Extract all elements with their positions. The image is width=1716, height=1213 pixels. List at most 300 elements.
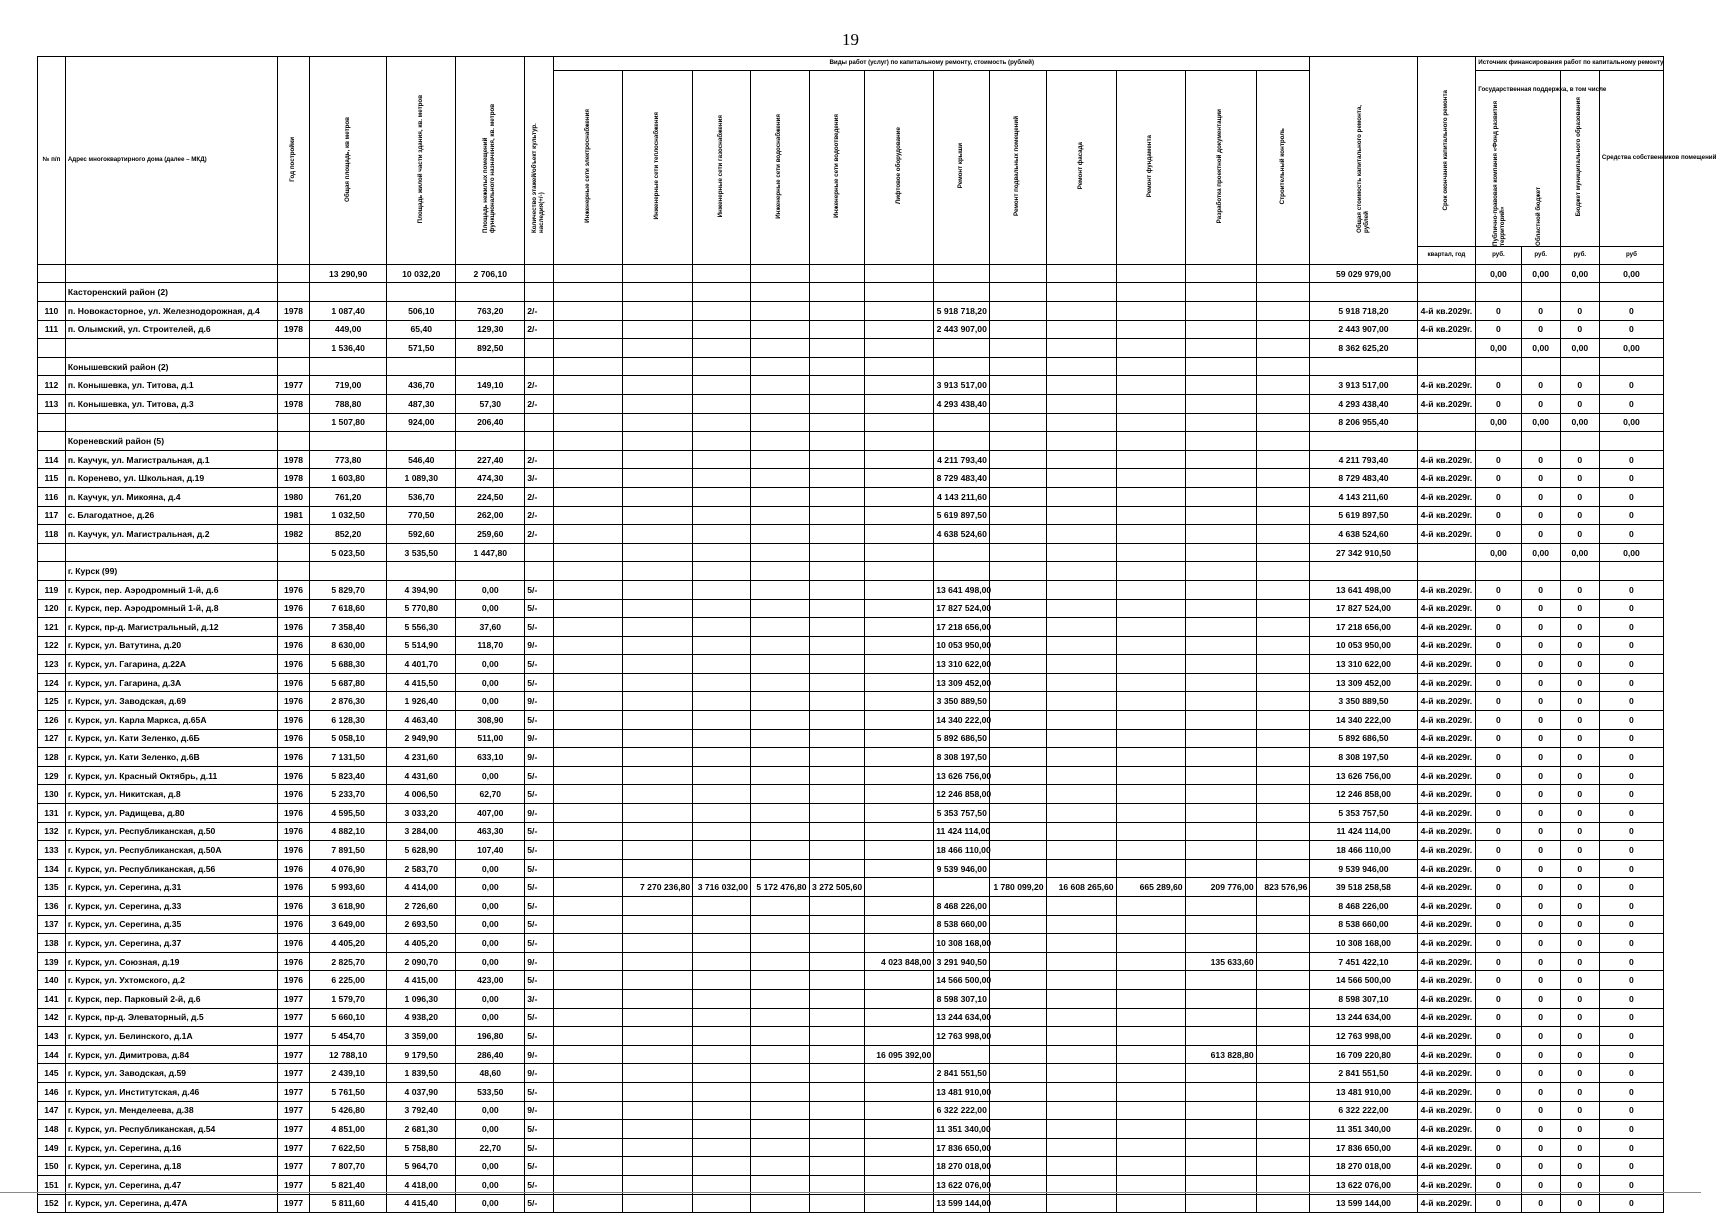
row-source-municipal: 0 (1560, 636, 1599, 655)
row-work-roof: 4 638 524,60 (934, 525, 990, 544)
row-total-cost: 4 638 524,60 (1310, 525, 1417, 544)
subtotal-living-area: 924,00 (387, 413, 456, 432)
row-work-roof: 2 443 907,00 (934, 320, 990, 339)
row-source-fund: 0 (1476, 692, 1521, 711)
row-total-cost: 4 293 438,40 (1310, 394, 1417, 413)
table-row (38, 748, 1664, 767)
row-work-foundation (1116, 1194, 1185, 1213)
row-living-area: 4 401,70 (387, 655, 456, 674)
row-work-design (1185, 487, 1256, 506)
row-nonliving-area: 259,60 (456, 525, 525, 544)
row-address: г. Курск, ул. Гагарина, д.3А (65, 673, 277, 692)
row-work-electricity (554, 711, 623, 730)
row-total-area: 5 660,10 (309, 1008, 386, 1027)
row-source-owners: 0 (1599, 1175, 1663, 1194)
row-work-control (1256, 971, 1310, 990)
row-work-facade (1046, 376, 1116, 395)
row-work-heating (623, 580, 693, 599)
row-year: 1982 (278, 525, 310, 544)
row-work-heating (623, 618, 693, 637)
row-work-lift (865, 711, 934, 730)
row-floors: 9/- (525, 1045, 554, 1064)
header-year: Год постройки (278, 57, 310, 265)
row-number: 117 (38, 506, 66, 525)
row-address: г. Курск, ул. Белинского, д.1А (65, 1027, 277, 1046)
row-source-municipal: 0 (1560, 822, 1599, 841)
row-work-gas (693, 580, 751, 599)
district-header-row (38, 283, 1664, 302)
row-year: 1976 (278, 859, 310, 878)
row-living-area: 546,40 (387, 450, 456, 469)
row-term: 4-й кв.2029г. (1417, 692, 1476, 711)
subtotal-total-cost: 8 206 955,40 (1310, 413, 1417, 432)
header-total-cost: Общая стоимость капитального ремонта, рублей (1310, 57, 1417, 265)
empty-cell (750, 283, 809, 302)
work-cell-foundation (1116, 264, 1185, 283)
row-source-owners: 0 (1599, 1138, 1663, 1157)
empty-cell (1560, 283, 1599, 302)
row-work-foundation: 665 289,60 (1116, 878, 1185, 897)
row-work-roof: 9 539 946,00 (934, 859, 990, 878)
row-address: п. Каучук, ул. Микояна, д.4 (65, 487, 277, 506)
row-living-area: 5 770,80 (387, 599, 456, 618)
row-work-foundation (1116, 673, 1185, 692)
row-total-cost: 8 308 197,50 (1310, 748, 1417, 767)
empty-cell (456, 283, 525, 302)
row-work-gas (693, 1027, 751, 1046)
row-living-area: 3 359,00 (387, 1027, 456, 1046)
row-term: 4-й кв.2029г. (1417, 804, 1476, 823)
row-work-gas (693, 692, 751, 711)
row-source-owners: 0 (1599, 1082, 1663, 1101)
row-nonliving-area: 407,00 (456, 804, 525, 823)
header-work-sewer: Инженерные сети водоотведения (809, 71, 865, 265)
row-term: 4-й кв.2029г. (1417, 487, 1476, 506)
row-source-fund: 0 (1476, 1045, 1521, 1064)
district-header-row (38, 562, 1664, 581)
row-work-water (750, 1045, 809, 1064)
row-floors: 5/- (525, 1027, 554, 1046)
row-source-owners: 0 (1599, 1045, 1663, 1064)
row-work-foundation (1116, 766, 1185, 785)
unit-regional: руб. (1521, 246, 1560, 264)
row-work-water (750, 934, 809, 953)
row-floors: 2/- (525, 506, 554, 525)
row-source-regional: 0 (1521, 1157, 1560, 1176)
row-term: 4-й кв.2029г. (1417, 599, 1476, 618)
work-cell-roof (934, 543, 990, 562)
row-address: п. Новокасторное, ул. Железнодорожная, д.4 (65, 302, 277, 321)
subtotal-regional: 0,00 (1521, 264, 1560, 283)
row-work-roof: 3 291 940,50 (934, 952, 990, 971)
row-year: 1977 (278, 1175, 310, 1194)
row-nonliving-area: 0,00 (456, 766, 525, 785)
row-term: 4-й кв.2029г. (1417, 525, 1476, 544)
row-address: г. Курск, ул. Республиканская, д.50А (65, 841, 277, 860)
table-row (38, 394, 1664, 413)
row-source-owners: 0 (1599, 450, 1663, 469)
row-source-fund: 0 (1476, 711, 1521, 730)
row-work-gas (693, 1157, 751, 1176)
row-work-gas (693, 1064, 751, 1083)
row-term: 4-й кв.2029г. (1417, 1138, 1476, 1157)
row-work-roof: 8 538 660,00 (934, 915, 990, 934)
table-row (38, 766, 1664, 785)
row-work-water (750, 376, 809, 395)
row-work-design (1185, 897, 1256, 916)
row-source-owners: 0 (1599, 692, 1663, 711)
row-source-fund: 0 (1476, 525, 1521, 544)
row-work-foundation (1116, 952, 1185, 971)
row-number: 126 (38, 711, 66, 730)
row-source-regional: 0 (1521, 320, 1560, 339)
subtotal-nonliving-area: 1 447,80 (456, 543, 525, 562)
table-row (38, 822, 1664, 841)
row-total-cost: 3 350 889,50 (1310, 692, 1417, 711)
row-year: 1980 (278, 487, 310, 506)
row-work-roof: 5 918 718,20 (934, 302, 990, 321)
row-work-water (750, 804, 809, 823)
row-floors: 5/- (525, 1157, 554, 1176)
row-work-roof: 13 599 144,00 (934, 1194, 990, 1213)
empty-cell (1116, 432, 1185, 451)
row-living-area: 5 758,80 (387, 1138, 456, 1157)
row-year: 1976 (278, 897, 310, 916)
row-total-cost: 18 270 018,00 (1310, 1157, 1417, 1176)
empty-cell (809, 283, 865, 302)
row-work-lift (865, 487, 934, 506)
row-source-owners: 0 (1599, 897, 1663, 916)
row-work-design: 613 828,80 (1185, 1045, 1256, 1064)
row-work-basement (989, 525, 1046, 544)
row-nonliving-area: 0,00 (456, 934, 525, 953)
empty-cell (623, 562, 693, 581)
header-no: № п/п (38, 57, 66, 265)
row-source-owners: 0 (1599, 1101, 1663, 1120)
row-work-sewer (809, 580, 865, 599)
district-name: Кореневский район (5) (65, 432, 277, 451)
row-work-lift (865, 450, 934, 469)
row-number: 149 (38, 1138, 66, 1157)
row-source-regional: 0 (1521, 618, 1560, 637)
row-source-owners: 0 (1599, 1027, 1663, 1046)
row-work-basement (989, 785, 1046, 804)
row-year: 1976 (278, 636, 310, 655)
subtotal-row (38, 339, 1664, 358)
row-work-control (1256, 952, 1310, 971)
row-work-lift (865, 1120, 934, 1139)
row-source-owners: 0 (1599, 302, 1663, 321)
row-total-area: 6 128,30 (309, 711, 386, 730)
row-work-sewer (809, 376, 865, 395)
row-living-area: 536,70 (387, 487, 456, 506)
row-total-cost: 5 892 686,50 (1310, 729, 1417, 748)
empty-cell (456, 432, 525, 451)
row-address: г. Курск, ул. Заводская, д.59 (65, 1064, 277, 1083)
row-term: 4-й кв.2029г. (1417, 841, 1476, 860)
page-number: 19 (842, 30, 859, 49)
row-work-lift (865, 692, 934, 711)
row-work-foundation (1116, 450, 1185, 469)
row-work-heating (623, 952, 693, 971)
row-source-municipal: 0 (1560, 915, 1599, 934)
row-source-municipal: 0 (1560, 599, 1599, 618)
row-work-water (750, 1064, 809, 1083)
subtotal-municipal: 0,00 (1560, 413, 1599, 432)
row-work-sewer (809, 1157, 865, 1176)
row-year: 1977 (278, 1064, 310, 1083)
row-nonliving-area: 633,10 (456, 748, 525, 767)
row-work-water (750, 915, 809, 934)
row-source-municipal: 0 (1560, 934, 1599, 953)
empty-cell (1116, 562, 1185, 581)
empty-cell (1310, 562, 1417, 581)
row-total-cost: 16 709 220,80 (1310, 1045, 1417, 1064)
row-work-heating (623, 711, 693, 730)
row-work-basement (989, 692, 1046, 711)
row-work-facade (1046, 320, 1116, 339)
header-work-design: Разработка проектной документации (1185, 71, 1256, 265)
row-number: 129 (38, 766, 66, 785)
table-row (38, 506, 1664, 525)
row-work-roof: 5 619 897,50 (934, 506, 990, 525)
row-work-sewer (809, 618, 865, 637)
row-source-regional: 0 (1521, 748, 1560, 767)
district-header-row (38, 357, 1664, 376)
row-work-foundation (1116, 394, 1185, 413)
row-work-control (1256, 580, 1310, 599)
row-work-heating (623, 785, 693, 804)
row-work-electricity (554, 487, 623, 506)
row-total-cost: 12 246 858,00 (1310, 785, 1417, 804)
row-year: 1978 (278, 320, 310, 339)
empty-cell (865, 283, 934, 302)
row-term: 4-й кв.2029г. (1417, 1008, 1476, 1027)
row-work-basement (989, 487, 1046, 506)
row-work-facade (1046, 729, 1116, 748)
subtotal-owners: 0,00 (1599, 339, 1663, 358)
row-source-fund: 0 (1476, 618, 1521, 637)
table-row (38, 1064, 1664, 1083)
subtotal-owners: 0,00 (1599, 264, 1663, 283)
row-source-municipal: 0 (1560, 785, 1599, 804)
row-total-area: 2 439,10 (309, 1064, 386, 1083)
row-total-area: 5 426,80 (309, 1101, 386, 1120)
row-term: 4-й кв.2029г. (1417, 506, 1476, 525)
work-cell-gas (693, 339, 751, 358)
empty-cell (1521, 562, 1560, 581)
row-source-fund: 0 (1476, 487, 1521, 506)
row-number: 119 (38, 580, 66, 599)
row-living-area: 3 792,40 (387, 1101, 456, 1120)
row-source-municipal: 0 (1560, 655, 1599, 674)
row-work-electricity (554, 320, 623, 339)
row-source-fund: 0 (1476, 1082, 1521, 1101)
row-source-fund: 0 (1476, 1157, 1521, 1176)
row-work-gas (693, 1120, 751, 1139)
row-number: 132 (38, 822, 66, 841)
row-work-foundation (1116, 525, 1185, 544)
empty-cell (623, 432, 693, 451)
row-work-gas: 3 716 032,00 (693, 878, 751, 897)
row-source-regional: 0 (1521, 952, 1560, 971)
empty-cell (309, 357, 386, 376)
row-work-control (1256, 376, 1310, 395)
row-source-fund: 0 (1476, 1175, 1521, 1194)
row-work-gas (693, 469, 751, 488)
empty-cell (1185, 357, 1256, 376)
row-floors: 5/- (525, 878, 554, 897)
table-row (38, 580, 1664, 599)
row-year: 1976 (278, 673, 310, 692)
row-source-municipal: 0 (1560, 952, 1599, 971)
row-work-facade (1046, 525, 1116, 544)
row-total-area: 6 225,00 (309, 971, 386, 990)
row-work-gas (693, 766, 751, 785)
row-work-gas (693, 989, 751, 1008)
row-floors: 2/- (525, 376, 554, 395)
row-work-heating (623, 376, 693, 395)
row-work-gas (693, 748, 751, 767)
row-work-basement (989, 673, 1046, 692)
subtotal-row (38, 264, 1664, 283)
row-number: 147 (38, 1101, 66, 1120)
row-work-electricity (554, 394, 623, 413)
row-work-control (1256, 841, 1310, 860)
row-work-facade (1046, 673, 1116, 692)
work-cell-sewer (809, 413, 865, 432)
row-address: г. Курск, ул. Ватутина, д.20 (65, 636, 277, 655)
row-work-control (1256, 989, 1310, 1008)
row-work-sewer (809, 748, 865, 767)
row-work-lift (865, 376, 934, 395)
table-row (38, 1194, 1664, 1213)
row-number-cell (38, 264, 66, 283)
work-cell-electricity (554, 339, 623, 358)
row-work-facade (1046, 897, 1116, 916)
row-term: 4-й кв.2029г. (1417, 618, 1476, 637)
row-source-municipal: 0 (1560, 1120, 1599, 1139)
row-year: 1977 (278, 1082, 310, 1101)
row-total-cost: 11 424 114,00 (1310, 822, 1417, 841)
empty-cell (278, 357, 310, 376)
row-work-roof: 11 351 340,00 (934, 1120, 990, 1139)
row-work-electricity (554, 989, 623, 1008)
row-work-electricity (554, 1138, 623, 1157)
row-work-roof: 18 466 110,00 (934, 841, 990, 860)
row-work-roof: 14 340 222,00 (934, 711, 990, 730)
row-year: 1978 (278, 450, 310, 469)
row-floors: 9/- (525, 1064, 554, 1083)
row-work-design (1185, 859, 1256, 878)
row-work-lift (865, 506, 934, 525)
row-total-cost: 13 244 634,00 (1310, 1008, 1417, 1027)
empty-cell (693, 562, 751, 581)
row-living-area: 1 839,50 (387, 1064, 456, 1083)
row-work-water (750, 1120, 809, 1139)
row-work-control (1256, 394, 1310, 413)
empty-cell (1046, 432, 1116, 451)
work-cell-water (750, 264, 809, 283)
row-nonliving-area: 0,00 (456, 989, 525, 1008)
row-work-design (1185, 711, 1256, 730)
row-work-foundation (1116, 618, 1185, 637)
address-cell (65, 339, 277, 358)
row-total-area: 5 821,40 (309, 1175, 386, 1194)
empty-cell (1116, 357, 1185, 376)
table-row (38, 971, 1664, 990)
row-work-basement (989, 636, 1046, 655)
row-nonliving-area: 0,00 (456, 897, 525, 916)
row-work-heating (623, 729, 693, 748)
row-total-area: 2 825,70 (309, 952, 386, 971)
row-number: 148 (38, 1120, 66, 1139)
subtotal-fund: 0,00 (1476, 413, 1521, 432)
empty-cell (623, 357, 693, 376)
row-work-design (1185, 525, 1256, 544)
row-work-control (1256, 469, 1310, 488)
row-source-regional: 0 (1521, 1194, 1560, 1213)
table-row (38, 692, 1664, 711)
row-work-design (1185, 469, 1256, 488)
row-term: 4-й кв.2029г. (1417, 302, 1476, 321)
row-source-municipal: 0 (1560, 766, 1599, 785)
row-source-regional: 0 (1521, 1175, 1560, 1194)
row-work-basement (989, 376, 1046, 395)
row-work-foundation (1116, 785, 1185, 804)
row-source-regional: 0 (1521, 636, 1560, 655)
empty-cell (865, 562, 934, 581)
empty-cell (750, 562, 809, 581)
row-work-roof: 8 468 226,00 (934, 897, 990, 916)
row-work-heating (623, 804, 693, 823)
row-work-electricity (554, 804, 623, 823)
row-source-owners: 0 (1599, 804, 1663, 823)
empty-cell (1185, 562, 1256, 581)
work-cell-foundation (1116, 339, 1185, 358)
row-work-basement (989, 1045, 1046, 1064)
work-cell-lift (865, 413, 934, 432)
row-source-fund: 0 (1476, 1027, 1521, 1046)
row-total-area: 7 131,50 (309, 748, 386, 767)
row-work-electricity (554, 636, 623, 655)
row-address: г. Курск, ул. Заводская, д.69 (65, 692, 277, 711)
row-work-foundation (1116, 692, 1185, 711)
row-work-design (1185, 785, 1256, 804)
row-work-gas (693, 971, 751, 990)
work-cell-heating (623, 413, 693, 432)
row-work-control (1256, 748, 1310, 767)
row-source-fund: 0 (1476, 1101, 1521, 1120)
empty-cell (750, 432, 809, 451)
row-work-sewer (809, 1045, 865, 1064)
row-living-area: 2 726,60 (387, 897, 456, 916)
row-floors: 5/- (525, 1082, 554, 1101)
row-work-foundation (1116, 804, 1185, 823)
row-work-facade (1046, 748, 1116, 767)
row-work-heating (623, 859, 693, 878)
row-total-cost: 12 763 998,00 (1310, 1027, 1417, 1046)
row-work-electricity (554, 1045, 623, 1064)
row-work-basement (989, 450, 1046, 469)
row-source-fund: 0 (1476, 971, 1521, 990)
row-work-facade (1046, 934, 1116, 953)
row-work-facade (1046, 859, 1116, 878)
row-address: г. Курск, ул. Республиканская, д.54 (65, 1120, 277, 1139)
row-work-foundation (1116, 1101, 1185, 1120)
subtotal-fund: 0,00 (1476, 264, 1521, 283)
table-row (38, 525, 1664, 544)
